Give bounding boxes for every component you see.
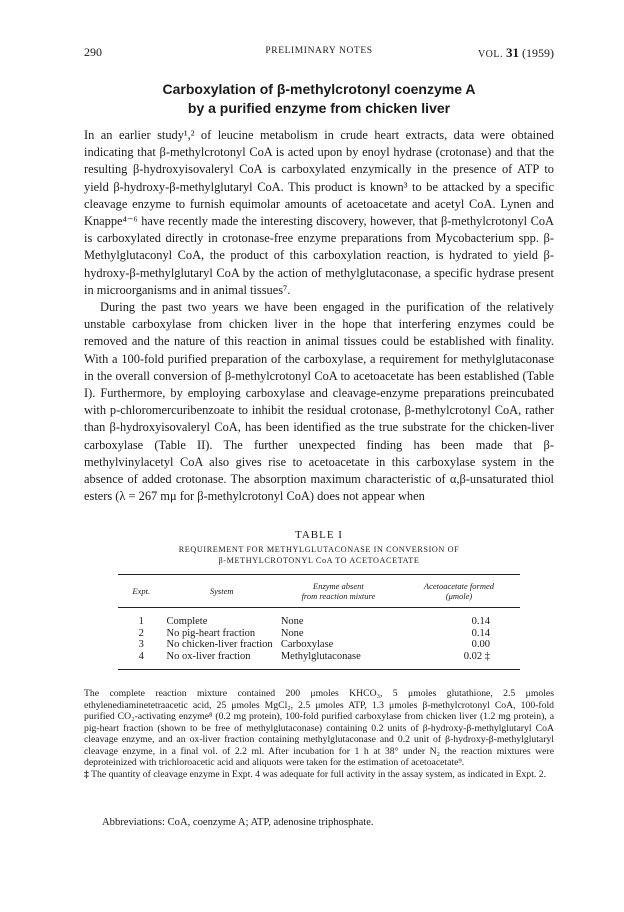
cell-system: No chicken-liver fraction (166, 639, 273, 650)
cell-system: No pig-heart fraction (166, 627, 256, 639)
table-caption: TABLE I (295, 529, 343, 541)
table-note-1: The complete reaction mixture contained 200 μmoles KHCO₃, 5 μmoles glutathione, 2.5 μmoles ethylenediaminetetraacetic acid, 25 μmoles MgCl₂, 2.5 μmoles ATP, 1.3 μmoles β-methylcrotonyl CoA, 100-fold purified CO₂-activating enzyme⁸ (0.2 mg protein), 100-fold purified carboxylase from chicken liver (1.2 mg protein), a pig-heart fraction (shown to be free of methylglutaconase) containing 0.2 units of β-hydroxy-β-methylglutaryl CoA cleavage enzyme, and an ox-liver fraction containing methylglutaconase and 0.2 unit of β-hydroxy-β-methylglutaryl cleavage enzyme, in a final vol. of 2.2 ml. After incubation for 1 h at 38° under N₂ the reaction mixtures were deproteinized with trichloroacetic acid and aliquots were taken for the estimation of acetoacetate⁹. (84, 688, 554, 768)
title-line-2: by a purified enzyme from chicken liver (187, 100, 451, 116)
cell-system: Complete (166, 616, 208, 627)
cell-formed: 0.14 (471, 616, 490, 627)
col-header-absent-line-1: Enzyme absent (313, 581, 364, 591)
col-header-formed-line-1: Acetoacetate formed (423, 581, 495, 591)
table-row (118, 639, 520, 651)
article-title (84, 80, 554, 118)
col-header-system: System (165, 575, 279, 608)
page-number: 290 (84, 45, 102, 59)
cell-absent: Carboxylase (280, 639, 334, 650)
cell-formed: 0.00 (471, 639, 490, 650)
cell-absent: None (280, 627, 304, 639)
cell-expt: 3 (138, 639, 144, 650)
volume-year: (1959) (522, 46, 554, 60)
col-header-expt: Expt. (118, 575, 165, 608)
table-notes (84, 688, 554, 780)
table-row (118, 651, 520, 670)
table-note-2-text: The quantity of cleavage enzyme in Expt. 4 was adequate for full activity in the assay system, as indicated in Expt. 2. (88, 768, 546, 780)
cell-expt: 1 (138, 616, 144, 627)
cell-expt: 2 (138, 627, 144, 639)
cell-formed: 0.02 ‡ (398, 651, 520, 670)
table-header-row (118, 575, 520, 608)
title-line-1: Carboxylation of β-methylcrotonyl coenzyme A (162, 81, 476, 97)
body-paragraph-1: In an earlier study¹,² of leucine metabolism in crude heart extracts, data were obtained indicating that β-methylcrotonyl CoA is acted upon by enoyl hydrase (crotonase) and that the resulting β-hydroxyisovaleryl CoA is carboxylated enzymically in the presence of ATP to yield β-hydroxy-β-methylglutaryl CoA. This product is known³ to be attacked by a specific cleavage enzyme to furnish equimolar amounts of acetoacetate and acetyl CoA. Lynen and Knappe⁴⁻⁶ have recently made the interesting discovery, however, that β-methylcrotonyl CoA is carboxylated directly in crotonase-free enzyme preparations from Mycobacterium spp. β-Methylglutaconyl CoA, the product of this carboxylation reaction, is hydrated to yield β-hydroxy-β-methylglutaryl CoA by the action of methylglutaconase, a specific hydrase present in microorganisms and in animal tissues⁷. (84, 128, 554, 297)
table-heading (120, 544, 518, 566)
cell-system: No ox-liver fraction (165, 651, 279, 670)
body-paragraph-2: During the past two years we have been engaged in the purification of the relatively unstable carboxylase from chicken liver in the hope that interfering enzymes could be removed and the nature of this reaction in animal tissues could be established with finality. With a 100-fold purified preparation of the carboxylase, a requirement for methylglutaconase in the overall conversion of β-methylcrotonyl CoA to acetoacetate has been established (Table I). Furthermore, by employing carboxylase and cleavage-enzyme preparations preincubated with p-chloromercuribenzoate to inhibit the residual crotonase, β-methylcrotonyl CoA, rather than β-hydroxyisovaleryl CoA, has been identified as the true substrate for the chicken-liver carboxylase (Table II). The further unexpected finding has been made that β-methylvinylacetyl CoA also gives rise to acetoacetate in this carboxylase system in the absence of added crotonase. The absorption maximum characteristic of α,β-unsaturated thiol esters (λ = 267 mμ for β-methylcrotonyl CoA) does not appear when (84, 300, 554, 504)
table-row (118, 608, 520, 628)
article-body (84, 127, 554, 505)
cell-formed: 0.14 (471, 627, 490, 639)
running-head (84, 45, 554, 61)
cell-absent: None (280, 616, 304, 627)
abbreviations-footnote: Abbreviations: CoA, coenzyme A; ATP, adenosine triphosphate. (102, 817, 374, 828)
col-header-enzyme-absent (279, 575, 398, 608)
table-row (118, 628, 520, 640)
col-header-formed-line-2: (μmole) (445, 591, 473, 601)
cell-absent: Methylglutaconase (279, 651, 398, 670)
volume-label: VOL. (477, 49, 503, 60)
table-heading-line-1: REQUIREMENT FOR METHYLGLUTACONASE IN CONVERSION OF (178, 545, 460, 554)
cell-expt: 4 (118, 651, 165, 670)
footnote-mark: ‡ (84, 768, 89, 780)
col-header-absent-line-2: from reaction mixture (301, 591, 376, 601)
col-header-acetoacetate (398, 575, 520, 608)
volume-info (478, 45, 554, 61)
volume-number: 31 (506, 45, 519, 60)
section-heading: PRELIMINARY NOTES (265, 46, 373, 56)
table-heading-line-2: β-METHYLCROTONYL CoA TO ACETOACETATE (218, 556, 420, 565)
table-note-2 (84, 769, 554, 781)
data-table (118, 574, 520, 670)
